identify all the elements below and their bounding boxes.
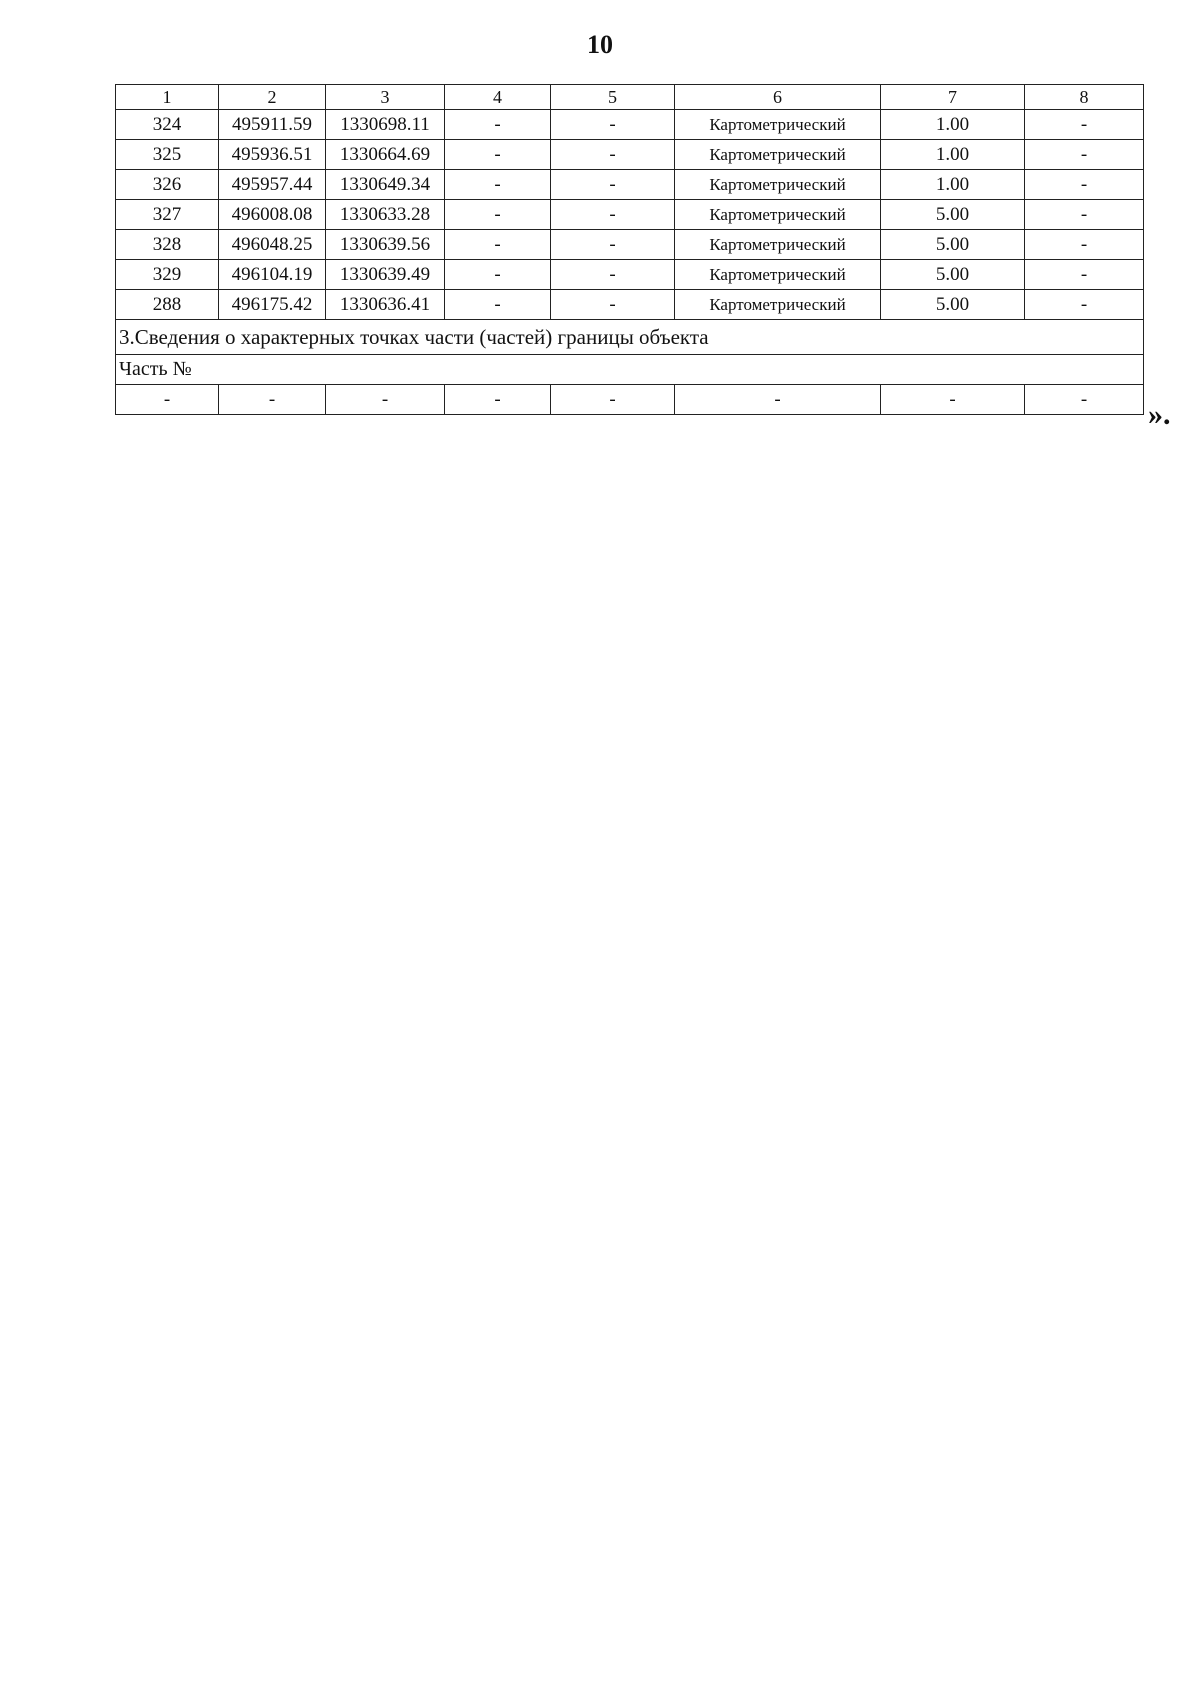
- coordinate-y: 1330633.28: [326, 200, 445, 230]
- closing-quote-mark: ».: [1148, 398, 1171, 431]
- table-cell: -: [551, 230, 675, 260]
- column-header: 7: [881, 85, 1025, 110]
- table-cell: -: [1025, 170, 1144, 200]
- table-cell: -: [445, 290, 551, 320]
- coordinate-y: 1330698.11: [326, 110, 445, 140]
- point-number: 325: [116, 140, 219, 170]
- table-cell: -: [1025, 260, 1144, 290]
- table-cell: -: [1025, 230, 1144, 260]
- table-cell: -: [551, 260, 675, 290]
- table-row: [116, 140, 1144, 170]
- table-cell: -: [551, 200, 675, 230]
- accuracy-cell: 5.00: [881, 230, 1025, 260]
- accuracy-cell: 1.00: [881, 110, 1025, 140]
- coordinate-x: 496104.19: [219, 260, 326, 290]
- point-number: 326: [116, 170, 219, 200]
- table-row: [116, 110, 1144, 140]
- table-cell: -: [326, 385, 445, 415]
- table-cell: -: [1025, 385, 1144, 415]
- coordinate-x: 495911.59: [219, 110, 326, 140]
- table-cell: -: [1025, 110, 1144, 140]
- table-cell: -: [881, 385, 1025, 415]
- table-row: [116, 290, 1144, 320]
- accuracy-cell: 1.00: [881, 140, 1025, 170]
- coordinate-y: 1330649.34: [326, 170, 445, 200]
- table-cell: -: [445, 110, 551, 140]
- point-number: 288: [116, 290, 219, 320]
- table-cell: -: [675, 385, 881, 415]
- column-header: 8: [1025, 85, 1144, 110]
- column-header: 3: [326, 85, 445, 110]
- method-cell: Картометрический: [675, 170, 881, 200]
- coordinate-y: 1330639.49: [326, 260, 445, 290]
- part-label-row: [116, 355, 1144, 385]
- table-cell: -: [1025, 140, 1144, 170]
- method-cell: Картометрический: [675, 260, 881, 290]
- point-number: 328: [116, 230, 219, 260]
- table-cell: -: [551, 170, 675, 200]
- table-cell: -: [445, 170, 551, 200]
- point-number: 327: [116, 200, 219, 230]
- method-cell: Картометрический: [675, 290, 881, 320]
- column-header: 1: [116, 85, 219, 110]
- table-cell: -: [551, 385, 675, 415]
- accuracy-cell: 1.00: [881, 170, 1025, 200]
- table-cell: -: [551, 140, 675, 170]
- coordinate-x: 495957.44: [219, 170, 326, 200]
- coordinate-x: 495936.51: [219, 140, 326, 170]
- coordinate-y: 1330664.69: [326, 140, 445, 170]
- method-cell: Картометрический: [675, 110, 881, 140]
- page-number: 10: [587, 30, 613, 59]
- coordinate-x: 496175.42: [219, 290, 326, 320]
- table-cell: -: [445, 260, 551, 290]
- accuracy-cell: 5.00: [881, 260, 1025, 290]
- coordinate-x: 496048.25: [219, 230, 326, 260]
- column-header: 4: [445, 85, 551, 110]
- table-cell: -: [445, 140, 551, 170]
- table-cell: -: [551, 110, 675, 140]
- table-cell: -: [1025, 290, 1144, 320]
- point-number: 329: [116, 260, 219, 290]
- table-row: [116, 230, 1144, 260]
- column-header: 2: [219, 85, 326, 110]
- table-header-row: [116, 85, 1144, 110]
- table-row: [116, 170, 1144, 200]
- coordinate-x: 496008.08: [219, 200, 326, 230]
- coordinate-y: 1330639.56: [326, 230, 445, 260]
- accuracy-cell: 5.00: [881, 200, 1025, 230]
- table-cell: -: [445, 385, 551, 415]
- coordinate-y: 1330636.41: [326, 290, 445, 320]
- table-cell: -: [551, 290, 675, 320]
- method-cell: Картометрический: [675, 230, 881, 260]
- boundary-points-table: [115, 84, 1144, 415]
- table-cell: -: [116, 385, 219, 415]
- column-header: 6: [675, 85, 881, 110]
- table-cell: -: [445, 200, 551, 230]
- table-cell: -: [1025, 200, 1144, 230]
- table-cell: -: [445, 230, 551, 260]
- empty-table-row: [116, 385, 1144, 415]
- accuracy-cell: 5.00: [881, 290, 1025, 320]
- method-cell: Картометрический: [675, 140, 881, 170]
- table-cell: -: [219, 385, 326, 415]
- method-cell: Картометрический: [675, 200, 881, 230]
- column-header: 5: [551, 85, 675, 110]
- table-row: [116, 260, 1144, 290]
- part-label: Часть №: [116, 355, 1144, 385]
- table-row: [116, 200, 1144, 230]
- section-title: 3.Сведения о характерных точках части (частей) границы объекта: [116, 320, 1144, 355]
- point-number: 324: [116, 110, 219, 140]
- section-title-row: [116, 320, 1144, 355]
